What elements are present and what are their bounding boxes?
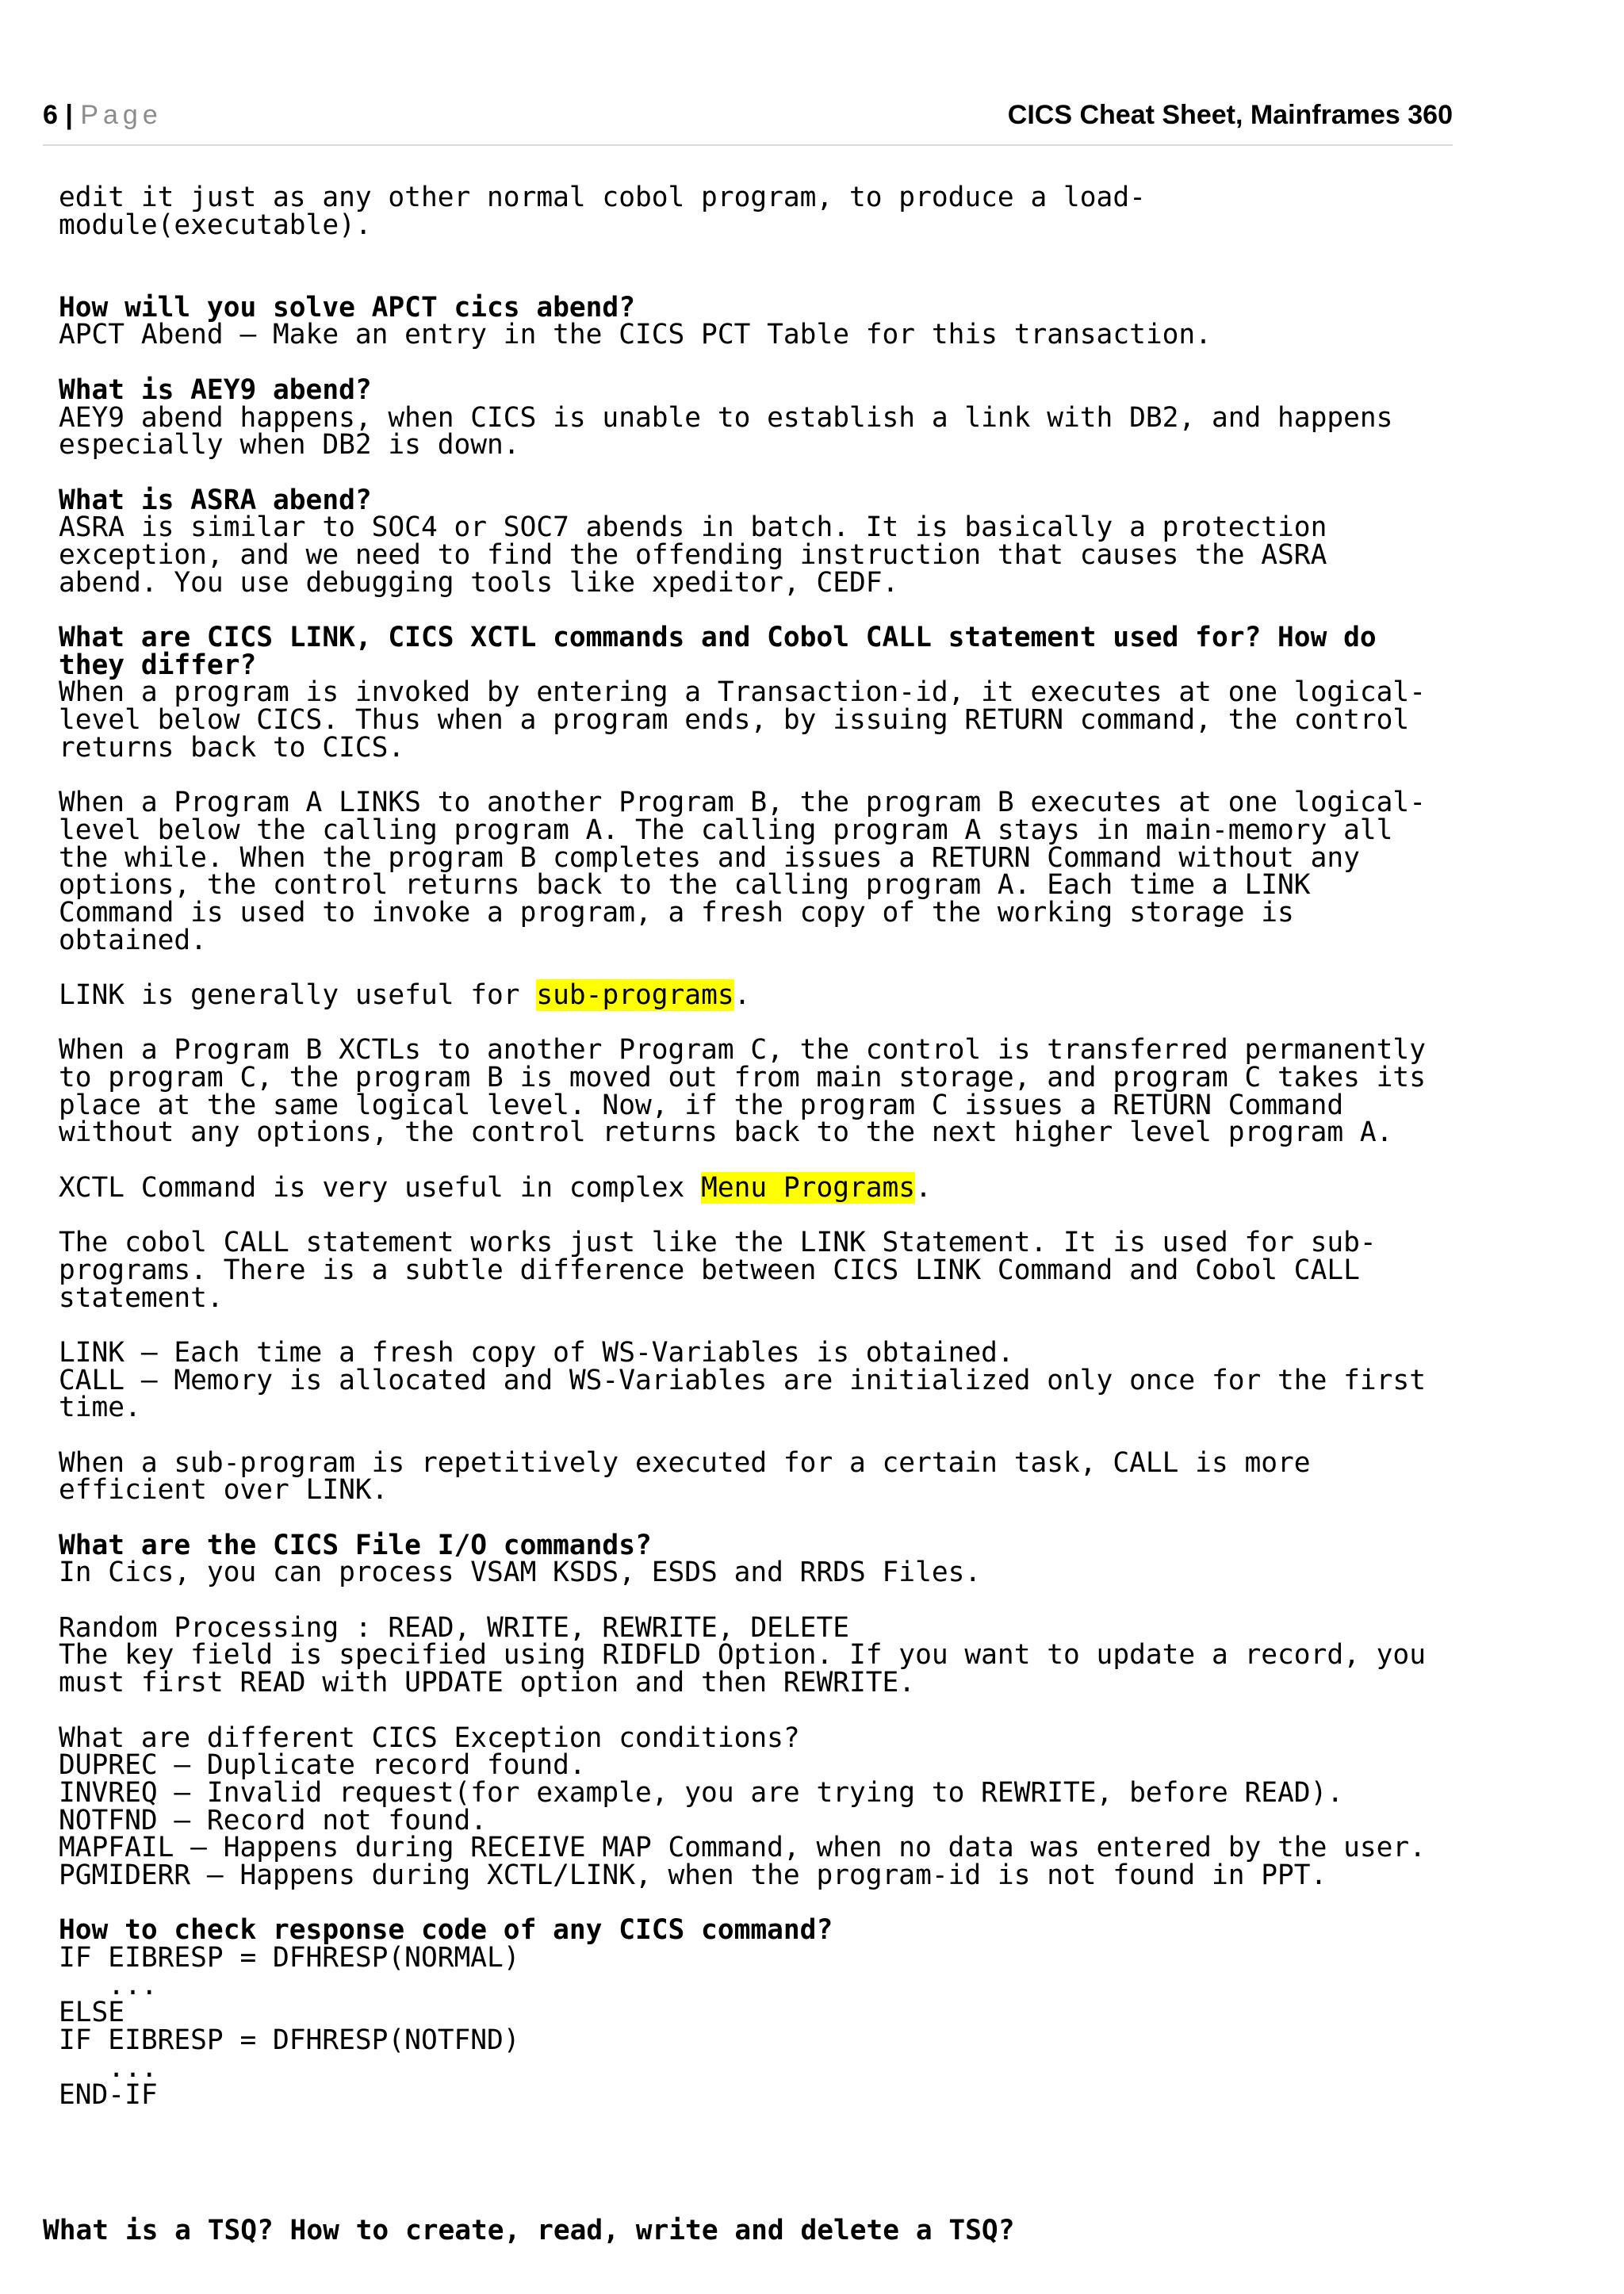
line-text-suffix: .: [915, 1171, 932, 1204]
text-line: [59, 321, 1454, 349]
text-line: [59, 1669, 1454, 1697]
text-line: [59, 1944, 1454, 1972]
text-line: [59, 789, 1454, 817]
line-text: IF EIBRESP = DFHRESP(NOTFND): [59, 2024, 520, 2057]
line-text: LINK – Each time a fresh copy of WS-Variables is obtained.: [59, 1336, 1014, 1369]
text-line: [59, 596, 1454, 624]
question-heading: [59, 1914, 1454, 1947]
line-text: ELSE: [59, 1997, 125, 2029]
text-line: [59, 841, 1454, 874]
line-text: What is AEY9 abend?: [59, 373, 372, 406]
line-text: obtained.: [59, 924, 207, 956]
line-text: In Cics, you can process VSAM KSDS, ESDS and RRDS Files.: [59, 1557, 982, 1589]
text-line: [59, 676, 1454, 709]
text-line: [59, 1890, 1454, 1917]
line-text: The cobol CALL statement works just like the LINK Statement. It is used for sub-: [59, 1227, 1377, 1259]
line-text: without any options, the control returns back to the next higher level program A.: [59, 1116, 1393, 1149]
text-line: [59, 1999, 1454, 2027]
line-text: How will you solve APCT cics abend?: [59, 291, 635, 324]
line-text: What is ASRA abend?: [59, 484, 372, 516]
line-text: options, the control returns back to the calling program A. Each time a LINK: [59, 869, 1311, 902]
text-line: [59, 1721, 1454, 1754]
question-heading: [59, 291, 1454, 324]
page-word: Page: [80, 100, 163, 130]
text-line: [59, 1364, 1454, 1396]
line-text: When a sub-program is repetitively executed for a certain task, CALL is more: [59, 1446, 1311, 1479]
text-line: [59, 704, 1454, 737]
text-line: [59, 1422, 1454, 1450]
text-line: [59, 761, 1454, 789]
text-line: [59, 209, 1454, 241]
text-line: [59, 2024, 1454, 2057]
text-line: [59, 1776, 1454, 1809]
line-text: they differ?: [59, 649, 257, 681]
line-text: time.: [59, 1392, 141, 1424]
line-text: place at the same logical level. Now, if the program C issues a RETURN Command: [59, 1089, 1344, 1121]
line-text: abend. You use debugging tools like xpeditor, CEDF.: [59, 566, 899, 599]
line-text: INVREQ – Invalid request(for example, you are trying to REWRITE, before READ).: [59, 1776, 1344, 1809]
line-text: LINK is generally useful for: [59, 978, 537, 1011]
text-line: [59, 1474, 1454, 1507]
text-line: [59, 184, 1454, 212]
line-text: The key field is specified using RIDFLD Option. If you want to update a record, you: [59, 1639, 1426, 1672]
line-text: ...: [59, 2051, 158, 2084]
text-line: [59, 1394, 1454, 1422]
text-line: [59, 2051, 1454, 2084]
text-line: [59, 1312, 1454, 1339]
line-text: exception, and we need to find the offending instruction that causes the ASRA: [59, 538, 1327, 571]
question-heading: [59, 649, 1454, 681]
text-line: [59, 1201, 1454, 1229]
text-line: [59, 566, 1454, 599]
text-line: [59, 349, 1454, 377]
line-text: statement.: [59, 1281, 224, 1314]
text-line: [59, 1559, 1454, 1587]
line-text: END-IF: [59, 2079, 158, 2112]
text-line: [59, 896, 1454, 929]
text-line: [59, 1009, 1454, 1037]
text-line: [59, 1587, 1454, 1614]
highlighted-text: sub-programs: [536, 978, 734, 1011]
text-line: [59, 1281, 1454, 1314]
line-text: What are the CICS File I/O commands?: [59, 1529, 652, 1561]
line-text: Command is used to invoke a program, a fresh copy of the working storage is: [59, 896, 1294, 929]
text-line: [59, 431, 1454, 459]
text-line: [59, 1859, 1454, 1891]
text-line: [59, 1804, 1454, 1836]
text-line: [59, 1147, 1454, 1174]
text-line: [59, 1969, 1454, 2001]
text-line: [59, 511, 1454, 544]
question-heading: [59, 1529, 1454, 1561]
line-text: PGMIDERR – Happens during XCTL/LINK, when the program-id is not found in PPT.: [59, 1859, 1327, 1891]
question-heading: [59, 624, 1454, 652]
text-line: [59, 401, 1454, 434]
text-line: [59, 978, 1454, 1011]
line-text: level below CICS. Thus when a program ends, by issuing RETURN command, the control: [59, 704, 1410, 737]
line-text: ...: [59, 1969, 158, 2001]
text-line: [59, 1254, 1454, 1286]
line-text: IF EIBRESP = DFHRESP(NORMAL): [59, 1942, 520, 1974]
text-line: [59, 1639, 1454, 1672]
line-text: level below the calling program A. The calling program A stays in main-memory all: [59, 814, 1393, 846]
line-text: What are different CICS Exception conditions?: [59, 1721, 800, 1754]
line-text: APCT Abend – Make an entry in the CICS PCT Table for this transaction.: [59, 319, 1212, 351]
text-line: [59, 1446, 1454, 1479]
line-text: module(executable).: [59, 209, 372, 241]
text-line: [59, 1749, 1454, 1782]
page-header: [43, 97, 1453, 146]
line-text: XCTL Command is very useful in complex: [59, 1171, 702, 1204]
line-text: especially when DB2 is down.: [59, 429, 520, 461]
text-line: [59, 1336, 1454, 1369]
document-body: [59, 182, 1454, 2112]
text-line: [59, 1611, 1454, 1644]
line-text: DUPREC – Duplicate record found.: [59, 1749, 586, 1782]
line-text: ASRA is similar to SOC4 or SOC7 abends in batch. It is basically a protection: [59, 511, 1327, 544]
line-text: How to check response code of any CICS command?: [59, 1914, 833, 1947]
text-line: [59, 814, 1454, 846]
line-text: What are CICS LINK, CICS XCTL commands and Cobol CALL statement used for? How do: [59, 622, 1377, 653]
line-text: Random Processing : READ, WRITE, REWRITE, DELETE: [59, 1611, 849, 1644]
text-line: [59, 1034, 1454, 1067]
text-line: [59, 538, 1454, 571]
text-line: [59, 2079, 1454, 2112]
question-heading: [59, 484, 1454, 516]
text-line: [59, 266, 1454, 294]
text-line: [59, 1697, 1454, 1725]
text-line: [59, 1089, 1454, 1121]
question-heading: [59, 373, 1454, 406]
text-line: [59, 869, 1454, 902]
line-text: When a program is invoked by entering a Transaction-id, it executes at one logical-: [59, 676, 1426, 709]
text-line: [59, 731, 1454, 764]
page-separator: |: [65, 100, 73, 130]
text-line: [59, 239, 1454, 266]
text-line: [59, 1504, 1454, 1532]
text-line: [59, 954, 1454, 982]
line-text: NOTFND – Record not found.: [59, 1804, 488, 1836]
line-text: edit it just as any other normal cobol program, to produce a load-: [59, 182, 1146, 213]
line-text: CALL – Memory is allocated and WS-Variables are initialized only once for the first: [59, 1364, 1426, 1396]
text-line: [59, 1064, 1454, 1092]
line-text: returns back to CICS.: [59, 731, 405, 764]
next-question-heading: What is a TSQ? How to create, read, write and delete a TSQ?: [43, 2215, 1015, 2246]
line-text: efficient over LINK.: [59, 1474, 389, 1507]
text-line: [59, 1171, 1454, 1204]
page-number-label: [43, 100, 163, 131]
text-line: [59, 1116, 1454, 1149]
line-text-suffix: .: [733, 978, 751, 1011]
text-line: [59, 924, 1454, 956]
line-text: When a Program A LINKS to another Program B, the program B executes at one logical-: [59, 787, 1426, 819]
line-text: MAPFAIL – Happens during RECEIVE MAP Command, when no data was entered by the user.: [59, 1832, 1426, 1864]
line-text: When a Program B XCTLs to another Program C, the control is transferred permanently: [59, 1034, 1426, 1067]
page-number: 6: [43, 100, 58, 130]
document-title: CICS Cheat Sheet, Mainframes 360: [1007, 100, 1453, 130]
line-text: must first READ with UPDATE option and then REWRITE.: [59, 1667, 916, 1699]
line-text: to program C, the program B is moved out from main storage, and program C takes its: [59, 1062, 1426, 1093]
text-line: [59, 1834, 1454, 1862]
text-line: [59, 459, 1454, 487]
text-line: [59, 1229, 1454, 1257]
highlighted-text: Menu Programs: [701, 1171, 916, 1204]
line-text: the while. When the program B completes and issues a RETURN Command without any: [59, 841, 1360, 874]
line-text: AEY9 abend happens, when CICS is unable to establish a link with DB2, and happens: [59, 401, 1393, 434]
line-text: programs. There is a subtle difference between CICS LINK Command and Cobol CALL: [59, 1254, 1360, 1286]
